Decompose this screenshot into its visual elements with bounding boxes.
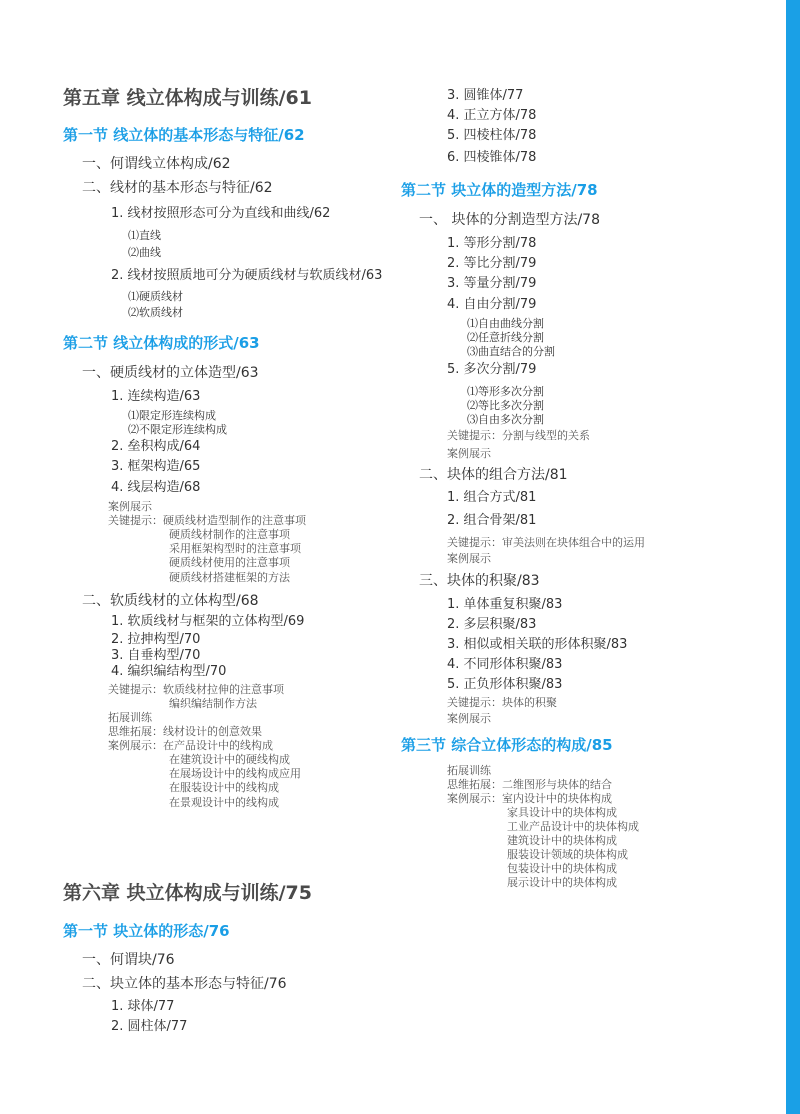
toc-subitem: ⑶自由多次分割 bbox=[467, 413, 544, 426]
toc-note: 编织编结制作方法 bbox=[169, 697, 257, 710]
toc-note: 案例展示 bbox=[447, 447, 491, 460]
toc-note: 关键提示：分割与线型的关系 bbox=[447, 429, 590, 442]
toc-subentry: 2. 等比分割/79 bbox=[447, 256, 537, 271]
toc-subentry: 3. 框架构造/65 bbox=[111, 459, 201, 474]
section-heading: 第二节 块立体的造型方法/78 bbox=[401, 181, 598, 199]
toc-subentry: 2. 多层积聚/83 bbox=[447, 617, 537, 632]
section-heading: 第二节 线立体构成的形式/63 bbox=[63, 334, 260, 352]
toc-subentry: 2. 组合骨架/81 bbox=[447, 513, 537, 528]
toc-note: 关键提示：软质线材拉伸的注意事项 bbox=[108, 683, 284, 696]
toc-subentry: 3. 自垂构型/70 bbox=[111, 648, 201, 663]
chapter-heading: 第五章 线立体构成与训练/61 bbox=[63, 87, 312, 109]
toc-subentry: 1. 软质线材与框架的立体构型/69 bbox=[111, 614, 305, 629]
toc-note: 在展场设计中的线构成应用 bbox=[169, 767, 301, 780]
toc-subitem: ⑴硬质线材 bbox=[128, 290, 183, 303]
toc-note: 关键提示：审美法则在块体组合中的运用 bbox=[447, 536, 645, 549]
chapter-heading: 第六章 块立体构成与训练/75 bbox=[63, 882, 312, 904]
toc-note: 案例展示 bbox=[447, 712, 491, 725]
toc-entry: 一、何谓块/76 bbox=[82, 952, 175, 968]
toc-subentry: 1. 球体/77 bbox=[111, 999, 175, 1014]
toc-subitem: ⑵任意折线分割 bbox=[467, 331, 544, 344]
toc-subentry: 2. 线材按照质地可分为硬质线材与软质线材/63 bbox=[111, 268, 383, 283]
toc-subentry: 2. 垒积构成/64 bbox=[111, 439, 201, 454]
toc-note: 思维拓展：二维图形与块体的结合 bbox=[447, 778, 612, 791]
toc-note: 包装设计中的块体构成 bbox=[507, 862, 617, 875]
toc-entry: 二、块立体的基本形态与特征/76 bbox=[82, 976, 287, 992]
toc-subentry: 5. 多次分割/79 bbox=[447, 362, 537, 377]
toc-note: 案例展示：室内设计中的块体构成 bbox=[447, 792, 612, 805]
toc-subitem: ⑵软质线材 bbox=[128, 306, 183, 319]
toc-note: 在景观设计中的线构成 bbox=[169, 796, 279, 809]
toc-subitem: ⑵不限定形连续构成 bbox=[128, 423, 227, 436]
toc-entry: 二、块体的组合方法/81 bbox=[419, 467, 568, 483]
toc-entry: 二、线材的基本形态与特征/62 bbox=[82, 180, 273, 196]
toc-note: 硬质线材使用的注意事项 bbox=[169, 556, 290, 569]
toc-entry: 二、软质线材的立体构型/68 bbox=[82, 593, 259, 609]
toc-subentry: 2. 圆柱体/77 bbox=[111, 1019, 188, 1034]
toc-note: 在建筑设计中的硬线构成 bbox=[169, 753, 290, 766]
toc-note: 工业产品设计中的块体构成 bbox=[507, 820, 639, 833]
section-heading: 第一节 块立体的形态/76 bbox=[63, 922, 230, 940]
toc-subentry: 1. 单体重复积聚/83 bbox=[447, 597, 563, 612]
toc-subitem: ⑴自由曲线分割 bbox=[467, 317, 544, 330]
toc-note: 建筑设计中的块体构成 bbox=[507, 834, 617, 847]
toc-subentry: 6. 四棱锥体/78 bbox=[447, 150, 537, 165]
toc-subitem: ⑴等形多次分割 bbox=[467, 385, 544, 398]
toc-subitem: ⑶曲直结合的分割 bbox=[467, 345, 555, 358]
toc-subitem: ⑴限定形连续构成 bbox=[128, 409, 216, 422]
toc-subentry: 4. 编织编结构型/70 bbox=[111, 664, 227, 679]
toc-subentry: 1. 等形分割/78 bbox=[447, 236, 537, 251]
toc-subentry: 1. 线材按照形态可分为直线和曲线/62 bbox=[111, 206, 331, 221]
toc-subentry: 3. 相似或相关联的形体积聚/83 bbox=[447, 637, 628, 652]
toc-note: 硬质线材搭建框架的方法 bbox=[169, 571, 290, 584]
toc-note: 关键提示：块体的积聚 bbox=[447, 696, 557, 709]
toc-note: 在服装设计中的线构成 bbox=[169, 781, 279, 794]
toc-note: 思维拓展：线材设计的创意效果 bbox=[108, 725, 262, 738]
toc-note: 拓展训练 bbox=[447, 764, 491, 777]
toc-entry: 一、 块体的分割造型方法/78 bbox=[419, 212, 600, 228]
toc-subentry: 4. 不同形体积聚/83 bbox=[447, 657, 563, 672]
toc-subentry: 4. 自由分割/79 bbox=[447, 297, 537, 312]
toc-note: 案例展示：在产品设计中的线构成 bbox=[108, 739, 273, 752]
toc-note: 服装设计领域的块体构成 bbox=[507, 848, 628, 861]
toc-subentry: 4. 正立方体/78 bbox=[447, 108, 537, 123]
toc-note: 硬质线材制作的注意事项 bbox=[169, 528, 290, 541]
toc-subentry: 3. 等量分割/79 bbox=[447, 276, 537, 291]
toc-subentry: 2. 拉抻构型/70 bbox=[111, 632, 201, 647]
toc-subentry: 1. 组合方式/81 bbox=[447, 490, 537, 505]
toc-subentry: 5. 四棱柱体/78 bbox=[447, 128, 537, 143]
section-heading: 第三节 综合立体形态的构成/85 bbox=[401, 736, 613, 754]
toc-subitem: ⑵曲线 bbox=[128, 246, 161, 259]
toc-note: 家具设计中的块体构成 bbox=[507, 806, 617, 819]
toc-subentry: 4. 线层构造/68 bbox=[111, 480, 201, 495]
section-heading: 第一节 线立体的基本形态与特征/62 bbox=[63, 126, 305, 144]
toc-note: 展示设计中的块体构成 bbox=[507, 876, 617, 889]
toc-note: 案例展示 bbox=[447, 552, 491, 565]
side-accent-bar bbox=[786, 0, 800, 1114]
toc-note: 拓展训练 bbox=[108, 711, 152, 724]
toc-entry: 一、何谓线立体构成/62 bbox=[82, 156, 231, 172]
toc-entry: 一、硬质线材的立体造型/63 bbox=[82, 365, 259, 381]
toc-note: 案例展示 bbox=[108, 500, 152, 513]
toc-entry: 三、块体的积聚/83 bbox=[419, 573, 540, 589]
toc-subentry: 1. 连续构造/63 bbox=[111, 389, 201, 404]
toc-subitem: ⑴直线 bbox=[128, 229, 161, 242]
toc-subentry: 3. 圆锥体/77 bbox=[447, 88, 524, 103]
toc-subitem: ⑵等比多次分割 bbox=[467, 399, 544, 412]
toc-note: 关键提示：硬质线材造型制作的注意事项 bbox=[108, 514, 306, 527]
toc-subentry: 5. 正负形体积聚/83 bbox=[447, 677, 563, 692]
toc-note: 采用框架构型时的注意事项 bbox=[169, 542, 301, 555]
